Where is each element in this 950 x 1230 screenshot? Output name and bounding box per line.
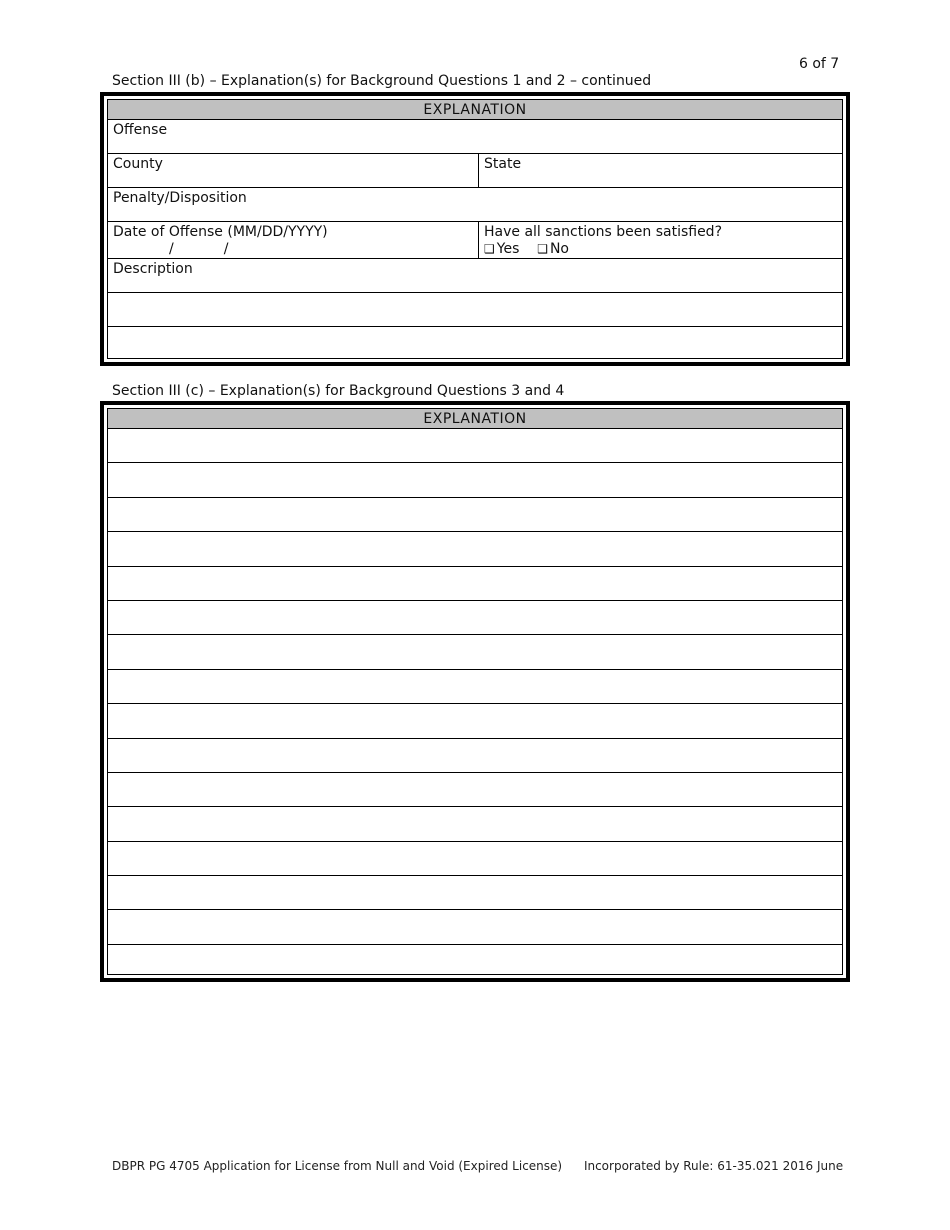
- date-sep-2: /: [223, 241, 229, 257]
- explanation-line[interactable]: [108, 876, 842, 910]
- explanation-line[interactable]: [108, 567, 842, 601]
- date-field[interactable]: [108, 222, 479, 258]
- footer-rule: Incorporated by Rule: 61-35.021 2016 June: [583, 1159, 844, 1173]
- offense-field[interactable]: [108, 120, 842, 153]
- explanation-line[interactable]: [108, 498, 842, 532]
- description-line[interactable]: [108, 293, 842, 327]
- page-number: 6 of 7: [799, 56, 840, 72]
- penalty-field[interactable]: [108, 188, 842, 221]
- explanation-line[interactable]: [108, 601, 842, 635]
- offense-label: Offense: [113, 122, 168, 138]
- footer-form-name: DBPR PG 4705 Application for License from Null and Void (Expired License): [112, 1159, 563, 1173]
- description-label: Description: [113, 261, 193, 277]
- section-b-table: [100, 92, 850, 366]
- explanation-line[interactable]: [108, 910, 842, 944]
- section-b-header: EXPLANATION: [108, 100, 842, 120]
- state-label: State: [484, 156, 522, 172]
- explanation-line[interactable]: [108, 532, 842, 566]
- penalty-label: Penalty/Disposition: [113, 190, 247, 206]
- section-c-table: [100, 401, 850, 982]
- offense-row[interactable]: [108, 120, 842, 154]
- checkbox-icon: ❑: [537, 242, 548, 256]
- state-field[interactable]: [479, 154, 842, 187]
- yes-label: Yes: [496, 241, 520, 257]
- no-checkbox[interactable]: [537, 241, 569, 257]
- explanation-line[interactable]: [108, 807, 842, 841]
- yes-checkbox[interactable]: [484, 241, 519, 257]
- date-input[interactable]: [113, 241, 473, 258]
- section-c-header: EXPLANATION: [108, 409, 842, 429]
- no-label: No: [549, 241, 569, 257]
- county-field[interactable]: [108, 154, 479, 187]
- explanation-line[interactable]: [108, 842, 842, 876]
- date-sep-1: /: [169, 241, 174, 257]
- date-sanctions-row: [108, 222, 842, 259]
- county-label: County: [113, 156, 163, 172]
- footer: [112, 1159, 861, 1173]
- date-label: Date of Offense (MM/DD/YYYY): [113, 224, 328, 240]
- explanation-line[interactable]: [108, 429, 842, 463]
- sanctions-field: [479, 222, 842, 258]
- explanation-line[interactable]: [108, 739, 842, 773]
- sanctions-label: Have all sanctions been satisfied?: [484, 224, 722, 240]
- description-line[interactable]: [108, 327, 842, 360]
- explanation-line[interactable]: [108, 670, 842, 704]
- penalty-row[interactable]: [108, 188, 842, 222]
- description-row[interactable]: [108, 259, 842, 293]
- description-field[interactable]: [108, 259, 842, 292]
- explanation-line[interactable]: [108, 704, 842, 738]
- explanation-line[interactable]: [108, 463, 842, 497]
- explanation-line[interactable]: [108, 945, 842, 979]
- checkbox-icon: ❑: [484, 242, 495, 256]
- section-b-title: Section III (b) – Explanation(s) for Background Questions 1 and 2 – continued: [112, 73, 652, 89]
- explanation-line[interactable]: [108, 635, 842, 669]
- county-state-row: [108, 154, 842, 188]
- section-c-title: Section III (c) – Explanation(s) for Background Questions 3 and 4: [112, 383, 565, 399]
- explanation-line[interactable]: [108, 773, 842, 807]
